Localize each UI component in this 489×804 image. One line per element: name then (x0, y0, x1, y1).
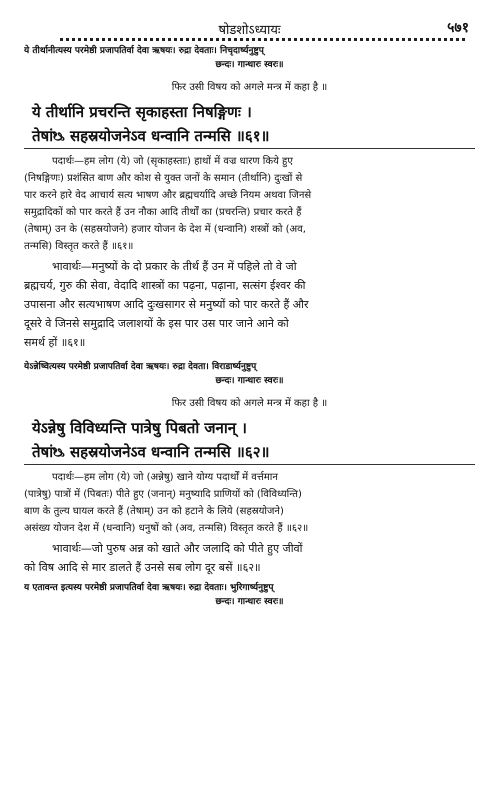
padartha-paragraph (24, 153, 475, 255)
header-dotted-rule (60, 38, 465, 41)
text-line: (निषङ्गिणः) प्रशंसित बाण और कोश से युक्त जनों के समान (तीर्थानि) दुःखों से (24, 173, 303, 184)
text-line: को विष आदि से मार डालते हैं उनसे सब लोग दूर बसें ॥६२॥ (24, 561, 261, 574)
bhavartha-paragraph (24, 257, 475, 352)
chapter-title: षोडशोऽध्यायः (218, 23, 281, 38)
text-line: समुद्रादिकों को पार करते हैं उन नौका आदि तीर्थों का (प्रचरन्ति) प्रचार करते हैं (24, 207, 302, 218)
text-line: उपासना और सत्यभाषण आदि दुःखसागर से मनुष्यों को पार करते हैं और (24, 298, 309, 311)
text-line: पदार्थः—हम लोग (ये) जो (सृकाहस्ताः) हाथों में वज्र धारण किये हुए (52, 156, 293, 167)
mantra-section-61 (24, 44, 475, 352)
text-line: भावार्थः—मनुष्यों के दो प्रकार के तीर्थ हैं उन में पहिले तो वे जो (52, 260, 297, 273)
chhanda-svara-line: छन्दः। गान्धारः स्वरः॥ (215, 60, 284, 70)
bhavartha-paragraph (24, 539, 475, 577)
chhanda-svara-line: छन्दः। गान्धारः स्वरः॥ (215, 376, 284, 386)
page-number: ५७१ (447, 20, 469, 36)
mantra-preface: फिर उसी विषय को अगले मन्त्र में कहा है ॥ (171, 398, 328, 409)
text-line: समर्थ हों ॥६१॥ (24, 336, 86, 349)
text-line: भावार्थः—जो पुरुष अन्न को खाते और जलादि को पीते हुए जीवों (52, 542, 303, 555)
mantra-line: तेषांᳬ सहस्रयोजनेऽव धन्वानि तन्मसि ॥६२॥ (24, 440, 475, 465)
text-line: पार करने हारे वेद आचार्य सत्य भाषण और ब्रह्मचर्यादि अच्छे नियम अथवा जिनसे (24, 190, 312, 201)
text-line: बाण के तुल्य घायल करते हैं (तेषाम्) उन को हटाने के लिये (सहस्रयोजने) (24, 506, 284, 517)
page-header (24, 0, 475, 42)
mantra-line: येऽन्नेषु विविध्यन्ति पात्रेषु पिबतो जनान् । (32, 419, 247, 437)
text-line: ब्रह्मचर्य, गुरु की सेवा, वेदादि शास्त्रों का पढ़ना, पढ़ाना, सत्संग ईश्वर की (24, 279, 306, 292)
text-line: असंख्य योजन देश में (धन्वानि) धनुषों को (अव, तन्मसि) विस्तृत करते हैं ॥६२॥ (24, 523, 309, 534)
text-line: (पात्रेषु) पात्रों में (पिबतः) पीते हुए (जनान्) मनुष्यादि प्राणियों को (विविध्यन्ति) (24, 489, 302, 500)
text-line: (तेषाम्) उन के (सहस्रयोजने) हजार योजन के देश में (धन्वानि) शस्त्रों को (अव, (24, 224, 306, 235)
rishi-devata-line: य एतावन्त इत्यस्य परमेष्ठी प्रजापतिर्वा देवा ऋषयः। रुद्रा देवताः। भुरिगार्ष्यनुष्टुप् (24, 583, 274, 593)
mantra-preface: फिर उसी विषय को अगले मन्त्र में कहा है ॥ (171, 82, 328, 93)
text-line: दूसरे वे जिनसे समुद्रादि जलाशयों के इस पार उस पार जाने आने को (24, 317, 289, 330)
padartha-paragraph (24, 469, 475, 537)
rishi-devata-line: ये तीर्थानीत्यस्य परमेष्ठी प्रजापतिर्वा देवा ऋषयः। रुद्रा देवताः। निचृदार्ष्यनुष्टुप् (24, 46, 264, 56)
mantra-section-62 (24, 360, 475, 577)
chhanda-svara-line: छन्दः। गान्धारः स्वरः॥ (215, 597, 284, 607)
rishi-devata-line: येऽन्नेष्वित्यस्य परमेष्ठी प्रजापतिर्वा देवा ऋषयः। रुद्रा देवता। विराडार्ष्यनुष्टुप् (24, 362, 257, 372)
text-line: तन्मसि) विस्तृत करते हैं ॥६१॥ (24, 241, 134, 252)
mantra-line: ये तीर्थानि प्रचरन्ति सृकाहस्ता निषङ्गिणः । (32, 103, 252, 121)
mantra-section-63 (24, 581, 475, 609)
mantra-line: तेषांᳬ सहस्रयोजनेऽव धन्वानि तन्मसि ॥६१॥ (24, 124, 475, 149)
text-line: पदार्थः—हम लोग (ये) जो (अन्नेषु) खाने योग्य पदार्थों में वर्त्तमान (52, 472, 278, 483)
